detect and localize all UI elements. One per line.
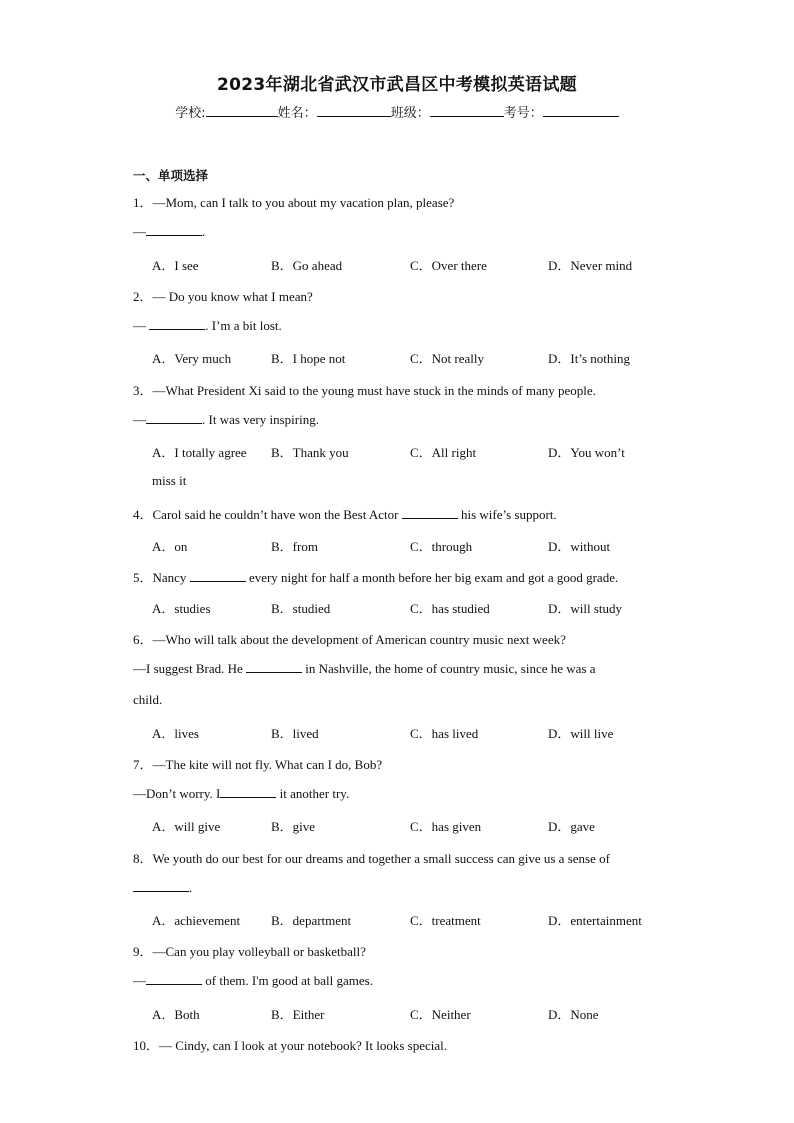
question-4-options — [152, 536, 672, 556]
option-d[interactable]: D．Never mind — [548, 258, 633, 273]
option-c[interactable]: C．has lived — [410, 726, 479, 741]
option-a[interactable]: A．will give — [152, 819, 221, 834]
answer-blank[interactable] — [190, 569, 246, 582]
answer-blank[interactable] — [402, 506, 458, 519]
exam-no-blank[interactable] — [543, 103, 619, 117]
option-d[interactable]: D．without — [548, 539, 611, 554]
option-b[interactable]: B．studied — [271, 601, 331, 616]
option-c[interactable]: C．treatment — [410, 913, 481, 928]
option-b[interactable]: B．lived — [271, 726, 319, 741]
school-label: 学校: — [175, 106, 206, 121]
question-2-stem: 2．— Do you know what I mean? — [133, 289, 313, 304]
question-5-options — [152, 598, 672, 618]
option-d[interactable]: D．gave — [548, 819, 595, 834]
option-c[interactable]: C．Neither — [410, 1007, 471, 1022]
option-c[interactable]: C．All right — [410, 445, 477, 460]
school-blank[interactable] — [206, 103, 278, 117]
question-7-options — [152, 816, 672, 836]
question-6-reply: —I suggest Brad. He in Nashville, the home of country music, since he was a — [133, 661, 596, 676]
class-label: 班级： — [390, 106, 430, 121]
student-info-line — [0, 102, 794, 121]
answer-blank[interactable] — [133, 879, 189, 892]
question-8-continuation: . — [133, 879, 192, 896]
question-7-reply: —Don’t worry. I it another try. — [133, 786, 350, 801]
option-c[interactable]: C．Over there — [410, 258, 487, 273]
question-1-reply: — . — [133, 224, 206, 239]
option-b[interactable]: B．Thank you — [271, 445, 349, 460]
option-a[interactable]: A．Very much — [152, 351, 232, 366]
answer-blank[interactable] — [149, 317, 205, 330]
option-d[interactable]: D．will live — [548, 726, 614, 741]
option-c[interactable]: C．has studied — [410, 601, 490, 616]
answer-blank[interactable] — [146, 972, 202, 985]
exam-title: 2023年湖北省武汉市武昌区中考模拟英语试题 — [217, 75, 577, 95]
question-2-reply: — . I’m a bit lost. — [133, 318, 282, 333]
question-4-stem: 4．Carol said he couldn’t have won the Best Actor his wife’s support. — [133, 507, 557, 522]
option-a[interactable]: A．Both — [152, 1007, 200, 1022]
answer-blank[interactable] — [146, 223, 202, 236]
question-1-stem: 1．—Mom, can I talk to you about my vacation plan, please? — [133, 195, 455, 210]
question-9-stem: 9．—Can you play volleyball or basketball? — [133, 944, 366, 959]
question-10-stem: 10．— Cindy, can I look at your notebook? It looks special. — [133, 1038, 447, 1053]
option-a[interactable]: A．studies — [152, 601, 211, 616]
option-b[interactable]: B．Either — [271, 1007, 325, 1022]
option-a[interactable]: A．on — [152, 539, 188, 554]
answer-blank[interactable] — [146, 411, 202, 424]
name-label: 姓名： — [277, 106, 317, 121]
question-8-options — [152, 910, 672, 930]
option-b[interactable]: B．from — [271, 539, 318, 554]
option-d[interactable]: D．will study — [548, 601, 623, 616]
question-8-stem: 8．We youth do our best for our dreams and together a small success can give us a sense of — [133, 851, 610, 866]
exam-no-label: 考号： — [503, 106, 543, 121]
question-1-options — [152, 255, 672, 275]
question-9-options — [152, 1004, 672, 1024]
option-d[interactable]: D．entertainment — [548, 913, 642, 928]
option-a[interactable]: A．I see — [152, 258, 199, 273]
question-9-reply: — of them. I'm good at ball games. — [133, 973, 373, 988]
question-6-continuation: child. — [133, 692, 163, 707]
option-b[interactable]: B．give — [271, 819, 316, 834]
option-c[interactable]: C．Not really — [410, 351, 485, 366]
option-c[interactable]: C．has given — [410, 819, 482, 834]
option-d-continuation: miss it — [152, 473, 187, 488]
option-c[interactable]: C．through — [410, 539, 473, 554]
question-5-stem: 5．Nancy every night for half a month before her big exam and got a good grade. — [133, 570, 619, 585]
option-a[interactable]: A．lives — [152, 726, 199, 741]
question-3-stem: 3．—What President Xi said to the young must have stuck in the minds of many people. — [133, 383, 596, 398]
option-d[interactable]: D．You won’t — [548, 445, 625, 460]
question-6-options — [152, 723, 672, 743]
option-a[interactable]: A．I totally agree — [152, 445, 247, 460]
question-3-reply: — . It was very inspiring. — [133, 412, 319, 427]
question-2-options — [152, 348, 672, 368]
option-b[interactable]: B．Go ahead — [271, 258, 343, 273]
question-6-stem: 6．—Who will talk about the development of American country music next week? — [133, 632, 566, 647]
answer-blank[interactable] — [220, 785, 276, 798]
option-d[interactable]: D．It’s nothing — [548, 351, 630, 366]
answer-blank[interactable] — [246, 660, 302, 673]
option-a[interactable]: A．achievement — [152, 913, 241, 928]
name-blank[interactable] — [317, 103, 391, 117]
section-title: 一、单项选择 — [133, 168, 209, 183]
option-b[interactable]: B．I hope not — [271, 351, 346, 366]
question-7-stem: 7．—The kite will not fly. What can I do, Bob? — [133, 757, 383, 772]
option-b[interactable]: B．department — [271, 913, 352, 928]
question-3-options — [152, 442, 672, 462]
class-blank[interactable] — [430, 103, 504, 117]
option-d[interactable]: D．None — [548, 1007, 599, 1022]
